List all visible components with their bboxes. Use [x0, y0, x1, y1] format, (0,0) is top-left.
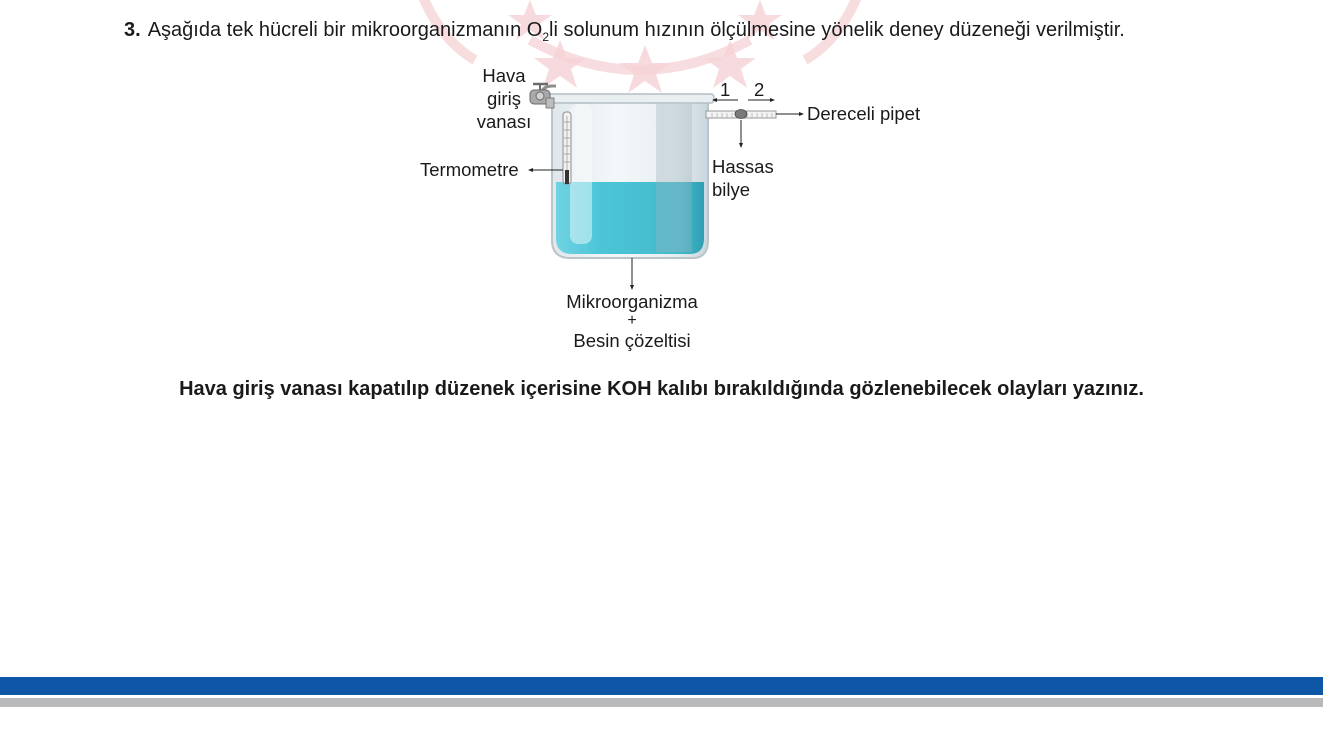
graduated-pipette: [706, 110, 776, 119]
footer-gray-bar: [0, 698, 1323, 707]
oxygen-subscript: 2: [542, 30, 549, 44]
bead-label: [712, 155, 774, 201]
valve-label-line1: Hava: [482, 65, 526, 86]
marker-1-label: 1: [720, 79, 731, 100]
thermometer: [563, 112, 571, 184]
valve-label-line2: giriş: [487, 88, 521, 109]
solution-label: [552, 290, 712, 352]
solution-label-plus: +: [627, 312, 637, 329]
question-text-after: li solunum hızının ölçülmesine yönelik deney düzeneği verilmiştir.: [549, 19, 1125, 41]
bead-label-line2: bilye: [712, 179, 751, 200]
bead-label-line1: Hassas: [712, 156, 774, 177]
solution-label-line1: Mikroorganizma: [566, 291, 698, 312]
instruction-text: Hava giriş vanası kapatılıp düzenek içerisine KOH kalıbı bırakıldığında gözlenebilecek olayları yazınız.: [179, 378, 1144, 400]
pipette-label: Dereceli pipet: [807, 103, 921, 124]
valve-label: [470, 64, 538, 133]
solution-label-line2: Besin çözeltisi: [573, 330, 691, 351]
sensitive-bead: [735, 110, 747, 119]
marker-2-label: 2: [754, 79, 765, 100]
question-number: 3.: [124, 19, 141, 41]
question-text-before: Aşağıda tek hücreli bir mikroorganizmanın O: [147, 19, 543, 41]
footer-blue-bar: [0, 677, 1323, 695]
thermometer-label: Termometre: [420, 159, 519, 180]
valve-label-line3: vanası: [476, 111, 532, 132]
